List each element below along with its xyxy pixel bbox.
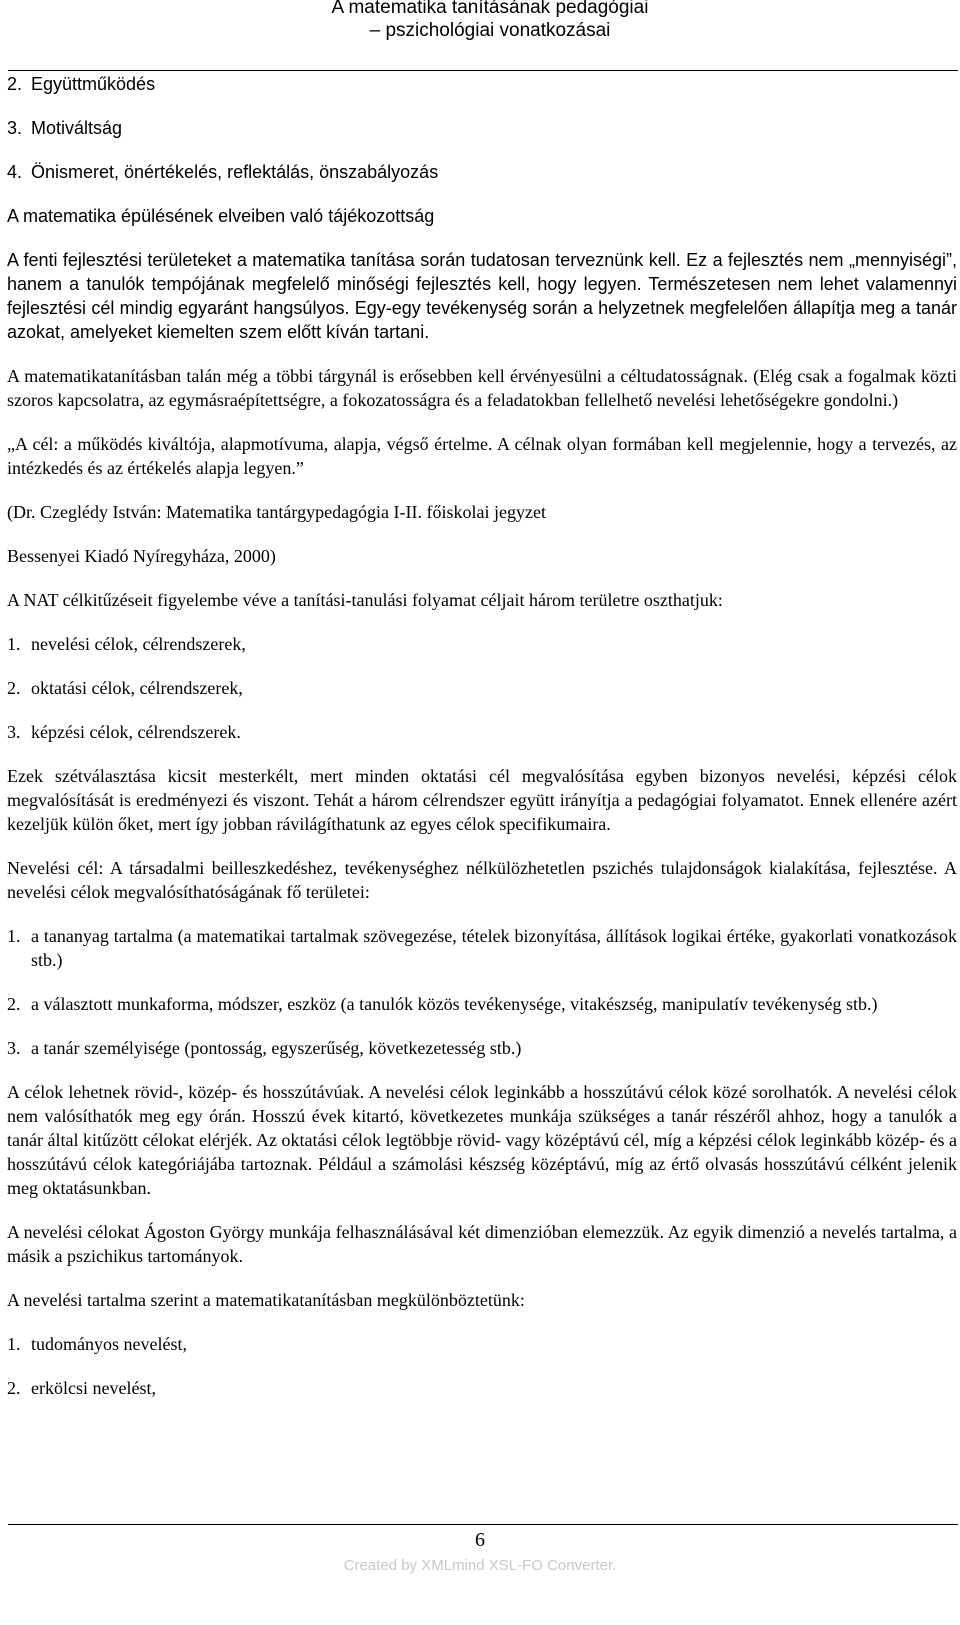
paragraph: A NAT célkitűzéseit figyelembe véve a tanítási-tanulási folyamat céljait három területre oszthatjuk: <box>7 590 723 610</box>
citation: (Dr. Czeglédy István: Matematika tantárgypedagógia I-II. főiskolai jegyzet <box>7 502 546 522</box>
list-text: a választott munkaforma, módszer, eszköz (a tanulók közös tevékenysége, vitakészség, manipulatív tevékenység stb.) <box>31 994 878 1014</box>
body-content <box>7 72 957 1420</box>
list-number: 1. <box>7 634 21 654</box>
list-item <box>7 924 957 972</box>
list-number: 3. <box>7 1038 21 1058</box>
paragraph: A matematika épülésének elveiben való tájékozottság <box>7 206 435 226</box>
list-text: a tananyag tartalma (a matematikai tartalmak szövegezése, tételek bizonyítása, állítások logikai értéke, gyakorlati vonatkozások stb.) <box>31 926 957 970</box>
list-item <box>7 72 957 96</box>
list-number: 2. <box>7 74 23 94</box>
list-number: 3. <box>7 118 23 138</box>
list-number: 2. <box>7 1378 21 1398</box>
header-divider <box>8 70 958 71</box>
paragraph: Nevelési cél: A társadalmi beilleszkedéshez, tevékenységhez nélkülözhetetlen pszichés tulajdonságok kialakítása, fejlesztése. A nevelési célok megvalósíthatóságának fő területei: <box>7 858 957 902</box>
paragraph: A nevelési célokat Ágoston György munkája felhasználásával két dimenzióban elemezzük. Az egyik dimenzió a nevelés tartalma, a másik a pszichikus tartományok. <box>7 1222 957 1266</box>
running-header-title: A matematika tanításának pedagógiai – pszichológiai vonatkozásai <box>331 0 649 41</box>
paragraph: A matematikatanításban talán még a többi tárgynál is erősebben kell érvényesülni a céltudatosságnak. (Elég csak a fogalmak közti szoros kapcsolatra, az egymásraépítettségre, a fokozatosságra és a feladatokban fellelhető nevelési lehetőségekre gondolni.) <box>7 366 957 410</box>
list-text: erkölcsi nevelést, <box>31 1378 156 1398</box>
list-text: nevelési célok, célrendszerek, <box>31 634 246 654</box>
paragraph: Ezek szétválasztása kicsit mesterkélt, mert minden oktatási cél megvalósítása egyben bizonyos nevelési, képzési célok megvalósítását is eredményezi és viszont. Tehát a három célrendszer együtt irányítja a pedagógiai folyamatot. Ennek ellenére azért kezeljük külön őket, mert így jobban rávilágíthatunk az egyes célok specifikumaira. <box>7 766 957 834</box>
list-text: Önismeret, önértékelés, reflektálás, önszabályozás <box>31 162 439 182</box>
list-item <box>7 116 957 140</box>
list-item <box>7 720 957 744</box>
list-text: Együttműködés <box>31 74 156 94</box>
paragraph: A nevelési tartalma szerint a matematikatanításban megkülönböztetünk: <box>7 1290 525 1310</box>
list-number: 1. <box>7 926 21 946</box>
list-text: képzési célok, célrendszerek. <box>31 722 241 742</box>
list-item <box>7 1376 957 1400</box>
list-item <box>7 992 957 1016</box>
quotation: „A cél: a működés kiváltója, alapmotívuma, alapja, végső értelme. A célnak olyan formában kell megjelennie, hogy a tervezés, az intézkedés és az értékelés alapja legyen.” <box>7 434 957 478</box>
list-text: Motiváltság <box>31 118 123 138</box>
list-number: 1. <box>7 1334 21 1354</box>
citation: Bessenyei Kiadó Nyíregyháza, 2000) <box>7 546 276 566</box>
list-item <box>7 632 957 656</box>
list-item <box>7 1036 957 1060</box>
converter-credit: Created by XMLmind XSL-FO Converter. <box>343 1557 617 1574</box>
list-number: 4. <box>7 162 23 182</box>
list-number: 2. <box>7 994 21 1014</box>
page-number: 6 <box>475 1529 485 1551</box>
list-item <box>7 160 957 184</box>
list-text: oktatási célok, célrendszerek, <box>31 678 243 698</box>
list-number: 3. <box>7 722 21 742</box>
paragraph: A fenti fejlesztési területeket a matematika tanítása során tudatosan terveznünk kell. Ez a fejlesztés nem „mennyiségi”, hanem a tanulók tempójának megfelelő minőségi fejlesztés kell, hogy legyen. Természetesen nem lehet valamennyi fejlesztési cél mindig egyaránt hangsúlyos. Egy-egy tevékenység során a helyzetnek megfelelően állapítja meg a tanár azokat, amelyeket kiemelten szem előtt kíván tartani. <box>7 250 957 342</box>
list-item <box>7 676 957 700</box>
list-text: tudományos nevelést, <box>31 1334 187 1354</box>
list-number: 2. <box>7 678 21 698</box>
paragraph: A célok lehetnek rövid-, közép- és hosszútávúak. A nevelési célok leginkább a hosszútávú célok közé sorolhatók. A nevelési célok nem valósíthatók meg egy órán. Hosszú évek kitartó, következetes munkája szükséges a tanár részéről ahhoz, hogy a tanulók a tanár által kitűzött célokat elérjék. Az oktatási célok legtöbbje rövid- vagy középtávú cél, míg a képzési célok leginkább közép- és a hosszútávú célok kategóriájába tartoznak. Például a számolási készség középtávú, míg az értő olvasás hosszútávú célként jelenik meg oktatásunkban. <box>7 1082 957 1198</box>
list-text: a tanár személyisége (pontosság, egyszerűség, következetesség stb.) <box>31 1038 522 1058</box>
footer-divider <box>8 1524 958 1525</box>
list-item <box>7 1332 957 1356</box>
